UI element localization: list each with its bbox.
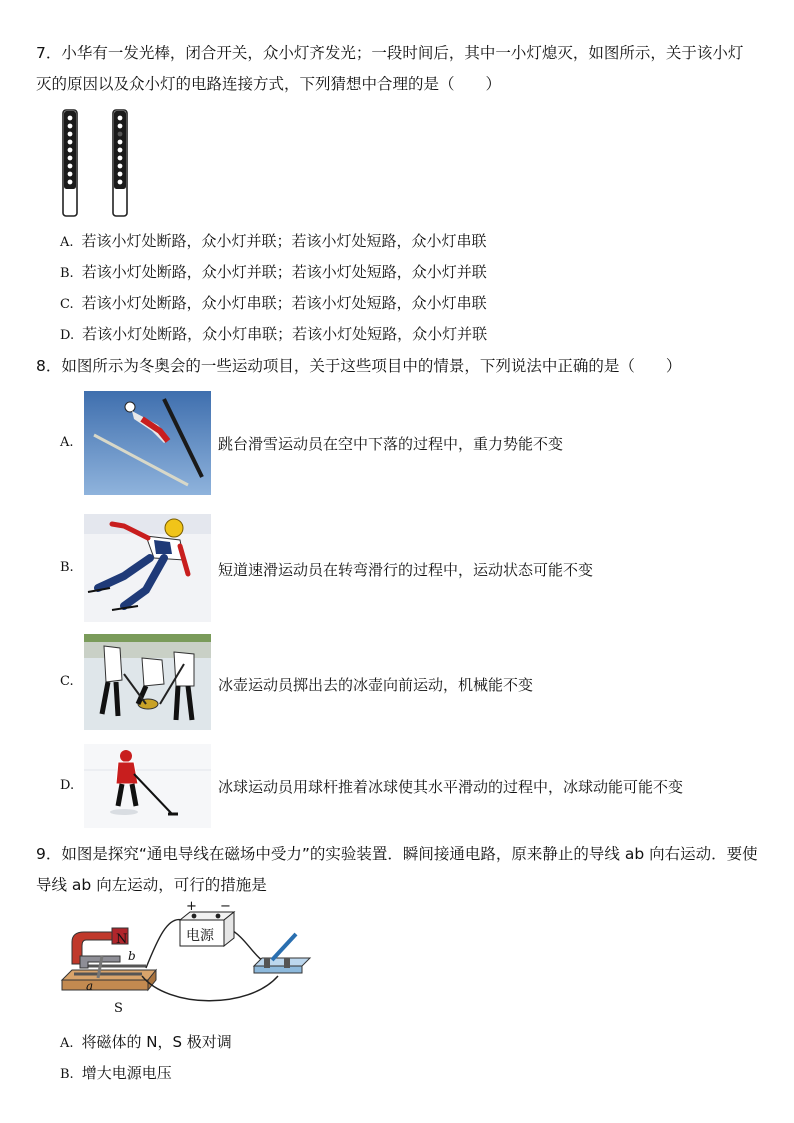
q8-option-b[interactable]: B. 短道速滑运动员在转弯滑行的过程中，运动状态可能不变 xyxy=(60,514,760,618)
conductor-end-a-label: a xyxy=(86,979,94,993)
ice-hockey-photo xyxy=(84,744,211,828)
magnetic-force-apparatus-figure xyxy=(58,898,318,1016)
south-pole-label: S xyxy=(114,1001,123,1016)
q8-option-d[interactable]: D. 冰球运动员用球杆推着冰球使其水平滑动的过程中，冰球动能可能不变 xyxy=(60,744,760,848)
minus-terminal-label: − xyxy=(220,899,231,914)
conductor-end-b-label: b xyxy=(128,949,136,963)
question-8-stem: 8．如图所示为冬奥会的一些运动项目，关于这些项目中的情景，下列说法中正确的是（ ） xyxy=(36,357,682,375)
plus-terminal-label: + xyxy=(186,899,197,914)
q9-option-a[interactable]: A. 将磁体的 N，S 极对调 xyxy=(60,1033,232,1051)
curling-photo xyxy=(84,634,211,730)
q8-option-a[interactable]: A. 跳台滑雪运动员在空中下落的过程中，重力势能不变 xyxy=(60,391,760,495)
q7-option-d[interactable]: D. 若该小灯处断路，众小灯串联；若该小灯处短路，众小灯并联 xyxy=(60,325,488,343)
q7-option-c[interactable]: C. 若该小灯处断路，众小灯串联；若该小灯处短路，众小灯串联 xyxy=(60,294,487,312)
ski-jump-photo xyxy=(84,391,211,495)
north-pole-label: N xyxy=(116,932,128,947)
q7-option-a[interactable]: A. 若该小灯处断路，众小灯并联；若该小灯处短路，众小灯串联 xyxy=(60,232,487,250)
q8-option-c[interactable]: C. 冰壶运动员掷出去的冰壶向前运动，机械能不变 xyxy=(60,634,760,738)
power-supply-label: 电源 xyxy=(186,928,214,944)
q9-option-b[interactable]: B. 增大电源电压 xyxy=(60,1064,172,1082)
speed-skating-photo xyxy=(84,514,211,622)
question-9-stem: 9．如图是探究“通电导线在磁场中受力”的实验装置．瞬间接通电路，原来静止的导线 ab 向右运动．要使导线 ab 向左运动，可行的措施是 xyxy=(36,845,758,894)
question-7-stem: 7．小华有一发光棒，闭合开关，众小灯齐发光；一段时间后，其中一小灯熄灭，如图所示，关于该小灯灭的原因以及众小灯的电路连接方式，下列猜想中合理的是（ ） xyxy=(36,44,744,93)
glow-stick-figure xyxy=(60,108,140,220)
q7-option-b[interactable]: B. 若该小灯处断路，众小灯并联；若该小灯处短路，众小灯并联 xyxy=(60,263,487,281)
